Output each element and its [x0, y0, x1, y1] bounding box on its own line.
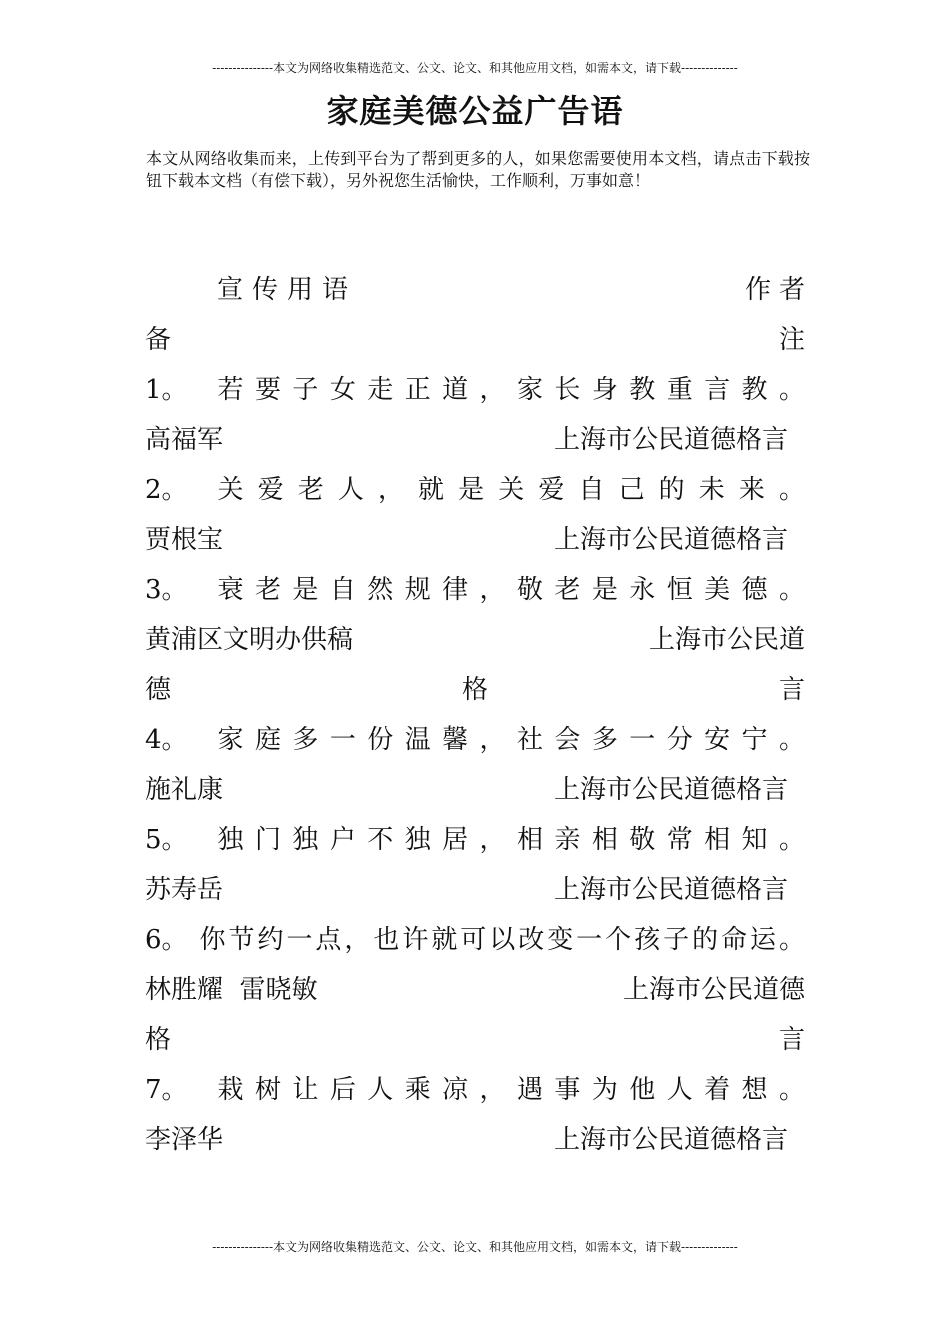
entry-note-char: 格: [145, 1025, 172, 1055]
entry-note-char: 言: [778, 675, 805, 705]
entry-note: 上海市公民道: [648, 625, 805, 655]
entry-number: 4。: [145, 725, 188, 755]
entry-author: 贾根宝: [145, 525, 224, 555]
entry-1-slogan-line: [145, 374, 805, 406]
intro-paragraph: 本文从网络收集而来，上传到平台为了帮到更多的人，如果您需要使用本文档，请点击下载按钮下载本文档（有偿下载），另外祝您生活愉快，工作顺利，万事如意！: [146, 149, 810, 190]
entry-note: 上海市公民道德格言: [553, 525, 788, 555]
entry-note-char: 格: [461, 675, 488, 705]
entry-6-slogan-line: [145, 924, 805, 956]
entry-slogan: 衰老是自然规律，敬老是永恒美德。: [217, 575, 805, 605]
entry-author: 林胜耀 雷晓敏: [145, 975, 318, 1005]
entry-note-char: 德: [145, 675, 172, 705]
entry-note: 上海市公民道德格言: [553, 775, 788, 805]
note-column-label-part2: 注: [778, 325, 805, 355]
entry-5-author-line: [145, 874, 805, 906]
entry-note: 上海市公民道德: [622, 975, 805, 1005]
entry-number: 5。: [145, 825, 188, 855]
entry-5-slogan-line: [145, 824, 805, 856]
entry-note: 上海市公民道德格言: [553, 425, 788, 455]
slogan-column-label: 宣传用语: [217, 275, 358, 305]
entry-number: 3。: [145, 575, 188, 605]
entry-number: 1。: [145, 375, 188, 405]
entry-slogan: 你节约一点，也许就可以改变一个孩子的命运。: [199, 925, 805, 955]
table-header-row-2: [145, 324, 805, 356]
entry-author: 苏寿岳: [145, 875, 224, 905]
author-column-label: 作者: [744, 275, 813, 305]
footer-banner: ---------------本文为网络收集精选范文、公文、论文、和其他应用文档，如需本文，请下载--------------: [212, 1240, 738, 1254]
entry-slogan: 若要子女走正道，家长身教重言教。: [217, 375, 805, 405]
entry-slogan: 独门独户不独居，相亲相敬常相知。: [217, 825, 805, 855]
note-column-label-part1: 备: [145, 325, 172, 355]
entry-note-char: 言: [778, 1025, 805, 1055]
entry-6-note-continuation: [145, 1024, 805, 1056]
entry-number: 2。: [145, 475, 188, 505]
entry-3-slogan-line: [145, 574, 805, 606]
entry-3-author-line: [145, 624, 805, 656]
entry-note: 上海市公民道德格言: [553, 1125, 788, 1155]
document-title: 家庭美德公益广告语: [326, 92, 624, 130]
entry-slogan: 栽树让后人乘凉，遇事为他人着想。: [217, 1075, 805, 1105]
entry-1-author-line: [145, 424, 805, 456]
header-banner: ---------------本文为网络收集精选范文、公文、论文、和其他应用文档，如需本文，请下载--------------: [212, 61, 738, 75]
entry-2-slogan-line: [145, 474, 805, 506]
entry-3-note-continuation: [145, 674, 805, 706]
entry-number: 6。: [145, 925, 188, 955]
entry-2-author-line: [145, 524, 805, 556]
entry-author: 李泽华: [145, 1125, 224, 1155]
entry-number: 7。: [145, 1075, 188, 1105]
entry-4-author-line: [145, 774, 805, 806]
entry-author: 黄浦区文明办供稿: [145, 625, 354, 655]
entry-7-slogan-line: [145, 1074, 805, 1106]
entry-7-author-line: [145, 1124, 805, 1156]
entry-6-author-line: [145, 974, 805, 1006]
entry-slogan: 关爱老人，就是关爱自己的未来。: [217, 475, 805, 505]
entry-author: 高福军: [145, 425, 224, 455]
entry-note: 上海市公民道德格言: [553, 875, 788, 905]
entry-author: 施礼康: [145, 775, 224, 805]
entry-slogan: 家庭多一份温馨，社会多一分安宁。: [217, 725, 805, 755]
entry-4-slogan-line: [145, 724, 805, 756]
